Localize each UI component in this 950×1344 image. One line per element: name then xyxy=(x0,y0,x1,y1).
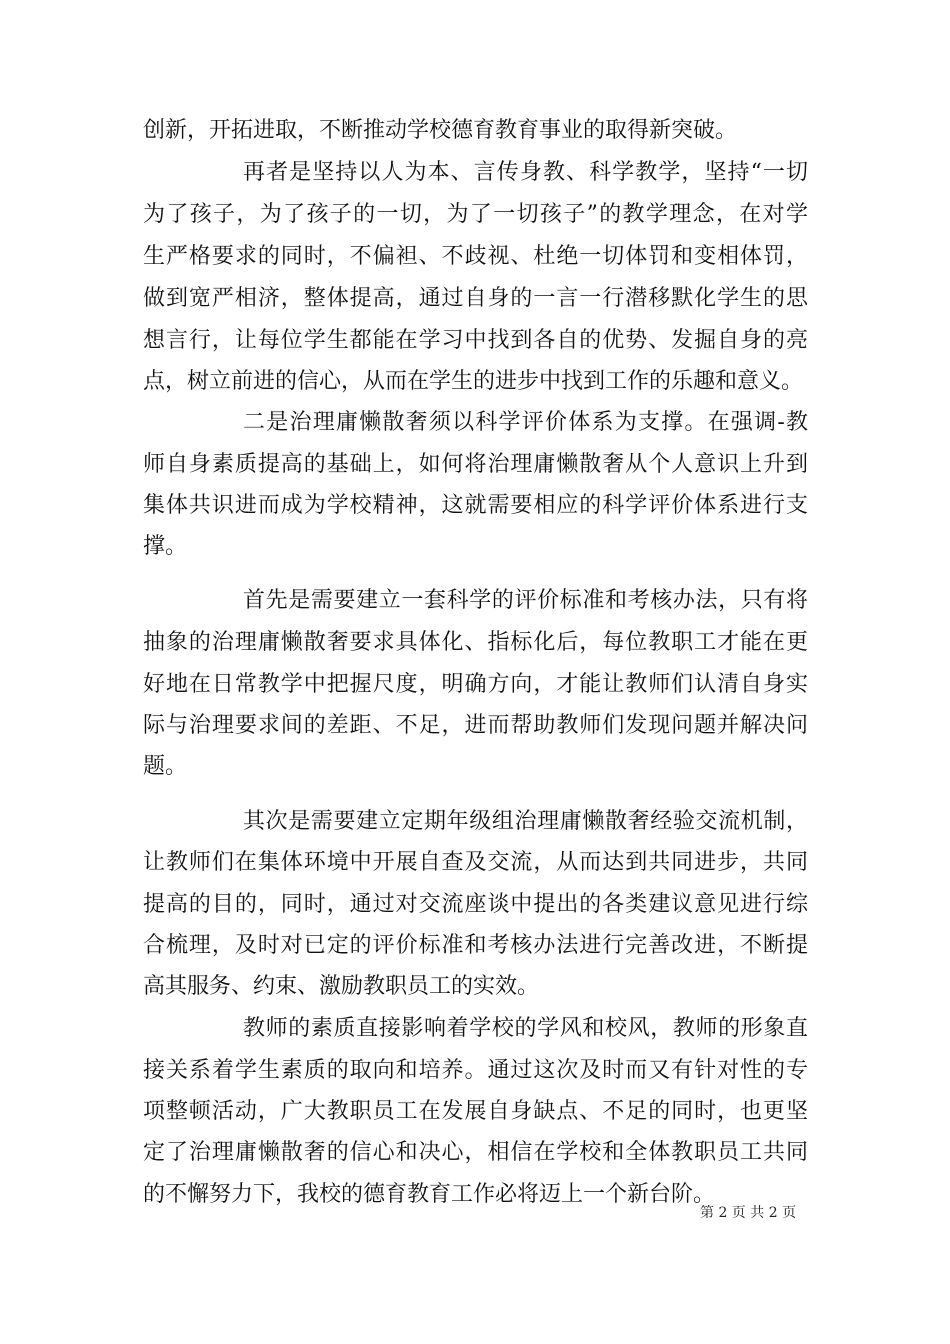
text-line: 接关系着学生素质的取向和培养。通过这次及时而又有针对性的专 xyxy=(143,1058,808,1083)
text-line: 抽象的治理庸懒散奢要求具体化、指标化后，每位教职工才能在更 xyxy=(143,630,808,655)
text-line: 师自身素质提高的基础上，如何将治理庸懒散奢从个人意识上升到 xyxy=(143,452,808,477)
page-number-footer: 第 2 页 共 2 页 xyxy=(700,1205,797,1221)
text-line: 撑。 xyxy=(143,534,188,559)
text-line: 好地在日常教学中把握尺度，明确方向，才能让教师们认清自身实 xyxy=(143,672,808,697)
text-line: 合梳理，及时对已定的评价标准和考核办法进行完善改进，不断提 xyxy=(143,933,808,958)
text-line: 集体共识进而成为学校精神，这就需要相应的科学评价体系进行支 xyxy=(143,493,808,518)
text-line: 创新，开拓进取，不断推动学校德育教育事业的取得新突破。 xyxy=(143,118,738,143)
paragraph-first-line: 其次是需要建立定期年级组治理庸懒散奢经验交流机制， xyxy=(243,809,808,834)
text-line: 提高的目的，同时，通过对交流座谈中提出的各类建议意见进行综 xyxy=(143,892,808,917)
paragraph-first-line: 首先是需要建立一套科学的评价标准和考核办法，只有将 xyxy=(243,588,808,613)
paragraph-first-line: 二是治理庸懒散奢须以科学评价体系为支撑。在强调-教 xyxy=(243,410,808,435)
text-line: 项整顿活动，广大教职员工在发展自身缺点、不足的同时，也更坚 xyxy=(143,1099,808,1124)
paragraph-first-line: 再者是坚持以人为本、言传身教、科学教学，坚持“一切 xyxy=(243,160,808,185)
text-line: 为了孩子，为了孩子的一切，为了一切孩子”的教学理念，在对学 xyxy=(143,202,808,227)
text-line: 让教师们在集体环境中开展自查及交流，从而达到共同进步，共同 xyxy=(143,850,808,875)
text-line: 定了治理庸懒散奢的信心和决心，相信在学校和全体教职员工共同 xyxy=(143,1140,808,1165)
text-line: 的不懈努力下，我校的德育教育工作必将迈上一个新台阶。 xyxy=(143,1182,716,1207)
text-line: 点，树立前进的信心，从而在学生的进步中找到工作的乐趣和意义。 xyxy=(143,369,804,394)
text-line: 想言行，让每位学生都能在学习中找到各自的优势、发掘自身的亮 xyxy=(143,328,808,353)
text-line: 做到宽严相济，整体提高，通过自身的一言一行潜移默化学生的思 xyxy=(143,286,808,311)
paragraph-first-line: 教师的素质直接影响着学校的学风和校风，教师的形象直 xyxy=(243,1016,808,1041)
text-line: 高其服务、约束、激励教职员工的实效。 xyxy=(143,974,540,999)
text-line: 题。 xyxy=(143,754,188,779)
text-line: 际与治理要求间的差距、不足，进而帮助教师们发现问题并解决问 xyxy=(143,713,808,738)
text-line: 生严格要求的同时，不偏袒、不歧视、杜绝一切体罚和变相体罚， xyxy=(143,244,808,269)
